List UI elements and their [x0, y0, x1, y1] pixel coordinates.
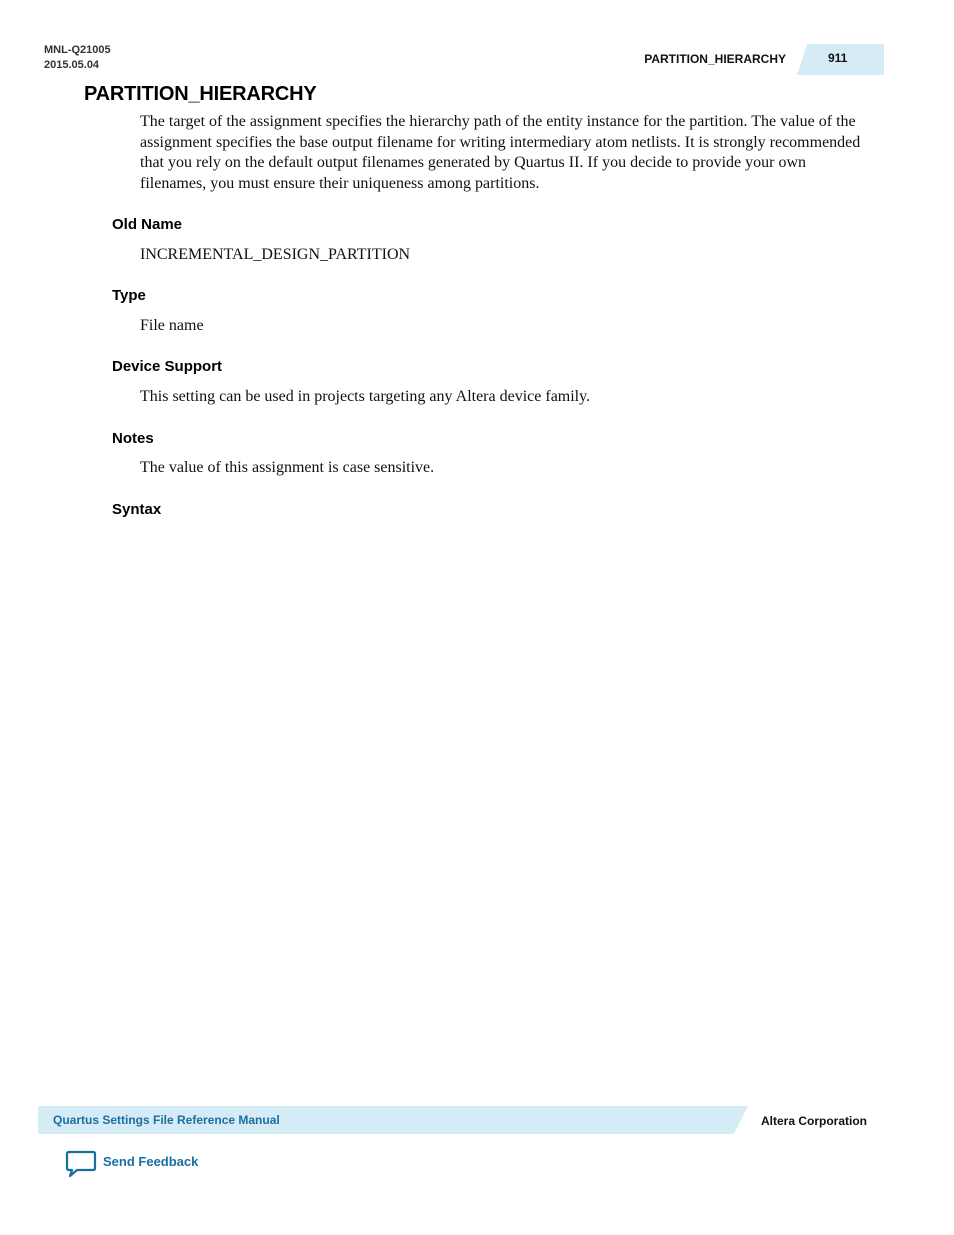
speech-bubble-icon[interactable] — [65, 1150, 97, 1178]
old-name-heading: Old Name — [112, 216, 183, 233]
footer-company: Altera Corporation — [761, 1114, 868, 1128]
device-support-value: This setting can be used in projects targeting any Altera device family. — [140, 388, 591, 405]
page-number: 911 — [828, 51, 848, 65]
running-title: PARTITION_HIERARCHY — [644, 52, 786, 66]
doc-date: 2015.05.04 — [44, 59, 100, 71]
section-title: PARTITION_HIERARCHY — [84, 83, 317, 105]
notes-heading: Notes — [112, 430, 154, 447]
section-description: The target of the assignment specifies the hierarchy path of the entity instance for the partition. The value of the assignment specifies the base output filename for writing intermediary atom netlists. It is strongly recommended that you rely on the default output filenames generated by Quartus II. If you decide to provide your own filenames, you must ensure their uniqueness among partitions. — [140, 113, 861, 193]
syntax-heading: Syntax — [112, 501, 162, 518]
doc-number: MNL-Q21005 — [44, 44, 111, 56]
notes-value: The value of this assignment is case sensitive. — [140, 459, 435, 476]
type-heading: Type — [112, 287, 146, 304]
old-name-value: INCREMENTAL_DESIGN_PARTITION — [140, 246, 411, 263]
device-support-heading: Device Support — [112, 358, 223, 375]
send-feedback-link[interactable]: Send Feedback — [103, 1154, 199, 1169]
footer-manual-title: Quartus Settings File Reference Manual — [53, 1113, 280, 1127]
type-value: File name — [140, 317, 204, 334]
document-id — [44, 43, 111, 73]
